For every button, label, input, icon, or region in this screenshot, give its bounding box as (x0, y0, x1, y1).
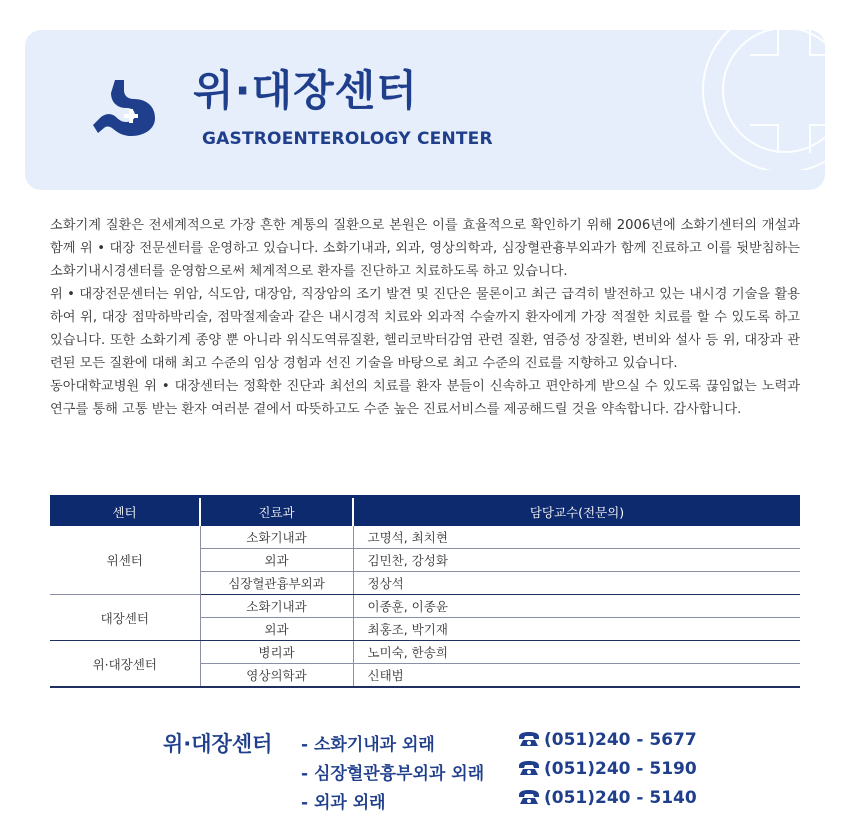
telephone-icon (518, 731, 540, 747)
professor-cell: 이종훈, 이종윤 (353, 595, 800, 618)
dept-cell: 소화기내과 (200, 595, 353, 618)
table-row (50, 526, 800, 549)
dept-cell: 심장혈관흉부외과 (200, 572, 353, 595)
page-title: 위·대장센터 (193, 66, 418, 115)
phone-number-text: (051)240 - 5677 (544, 730, 697, 750)
professor-cell: 정상석 (353, 572, 800, 595)
plus-decoration-icon (655, 30, 825, 170)
telephone-icon (518, 789, 540, 805)
column-header-dept: 진료과 (200, 497, 353, 527)
contact-section (163, 728, 723, 818)
phone-number-text: (051)240 - 5190 (544, 759, 697, 779)
clinic-label: - 외과 외래 (301, 793, 386, 813)
center-cell: 대장센터 (50, 595, 200, 641)
dept-cell: 병리과 (200, 641, 353, 664)
telephone-icon (518, 760, 540, 776)
column-header-professor: 담당교수(전문의) (353, 497, 800, 527)
phone-number-text: (051)240 - 5140 (544, 788, 697, 808)
intro-paragraph: 동아대학교병원 위 • 대장센터는 정확한 진단과 최선의 치료를 환자 분들이 신속하고 편안하게 받으실 수 있도록 끊임없는 노력과 연구를 통해 고통 받는 환자 여러분 곁에서 따뜻하고도 수준 높은 진료서비스를 제공해드릴 것을 약속합니다. 감사합니다. (50, 379, 800, 417)
table-row (50, 595, 800, 618)
clinic-label: - 심장혈관흉부외과 외래 (301, 764, 485, 784)
doctor-table (50, 495, 800, 688)
professor-cell: 김민찬, 강성화 (353, 549, 800, 572)
dept-cell: 외과 (200, 549, 353, 572)
header-banner (25, 30, 825, 190)
professor-cell: 고명석, 최치현 (353, 526, 800, 549)
intro-paragraph: 위 • 대장전문센터는 위암, 식도암, 대장암, 직장암의 조기 발견 및 진단은 물론이고 최근 급격히 발전하고 있는 내시경 기술을 활용하여 위, 대장 점막하박리술, 점막절제술과 같은 내시경적 치료와 외과적 수술까지 환자에게 가장 적절한 치료를 할 수 있도록 하고 있습니다. 또한 소화기계 종양 뿐 아니라 위식도역류질환, 헬리코박터감염 관련 질환, 염증성 장질환, 변비와 설사 등 위, 대장과 관련된 모든 질환에 대해 최고 수준의 임상 경험과 선진 기술을 바탕으로 최고 수준의 진료를 지향하고 있습니다. (50, 287, 800, 371)
phone-number (518, 730, 697, 750)
table-header-row (50, 497, 800, 527)
dept-cell: 영상의학과 (200, 664, 353, 688)
phone-number (518, 788, 697, 808)
professor-cell: 노미숙, 한송희 (353, 641, 800, 664)
intro-text (50, 214, 800, 421)
contact-title: 위·대장센터 (163, 732, 273, 756)
column-header-center: 센터 (50, 497, 200, 527)
dept-cell: 소화기내과 (200, 526, 353, 549)
dept-cell: 외과 (200, 618, 353, 641)
stomach-plus-icon (93, 78, 157, 138)
professor-cell: 최홍조, 박기재 (353, 618, 800, 641)
clinic-label: - 소화기내과 외래 (301, 735, 435, 755)
center-cell: 위센터 (50, 526, 200, 595)
table-row (50, 641, 800, 664)
professor-cell: 신태범 (353, 664, 800, 688)
phone-number (518, 759, 697, 779)
page-subtitle: GASTROENTEROLOGY CENTER (202, 129, 493, 149)
intro-paragraph: 소화기계 질환은 전세계적으로 가장 흔한 계통의 질환으로 본원은 이를 효율적으로 확인하기 위해 2006년에 소화기센터의 개설과 함께 위 • 대장 전문센터를 운영하고 있습니다. 소화기내과, 외과, 영상의학과, 심장혈관흉부외과가 함께 진료하고 이를 뒷받침하는 소화기내시경센터를 운영함으로써 체계적으로 환자를 진단하고 치료하도록 하고 있습니다. (50, 218, 800, 279)
center-cell: 위·대장센터 (50, 641, 200, 688)
